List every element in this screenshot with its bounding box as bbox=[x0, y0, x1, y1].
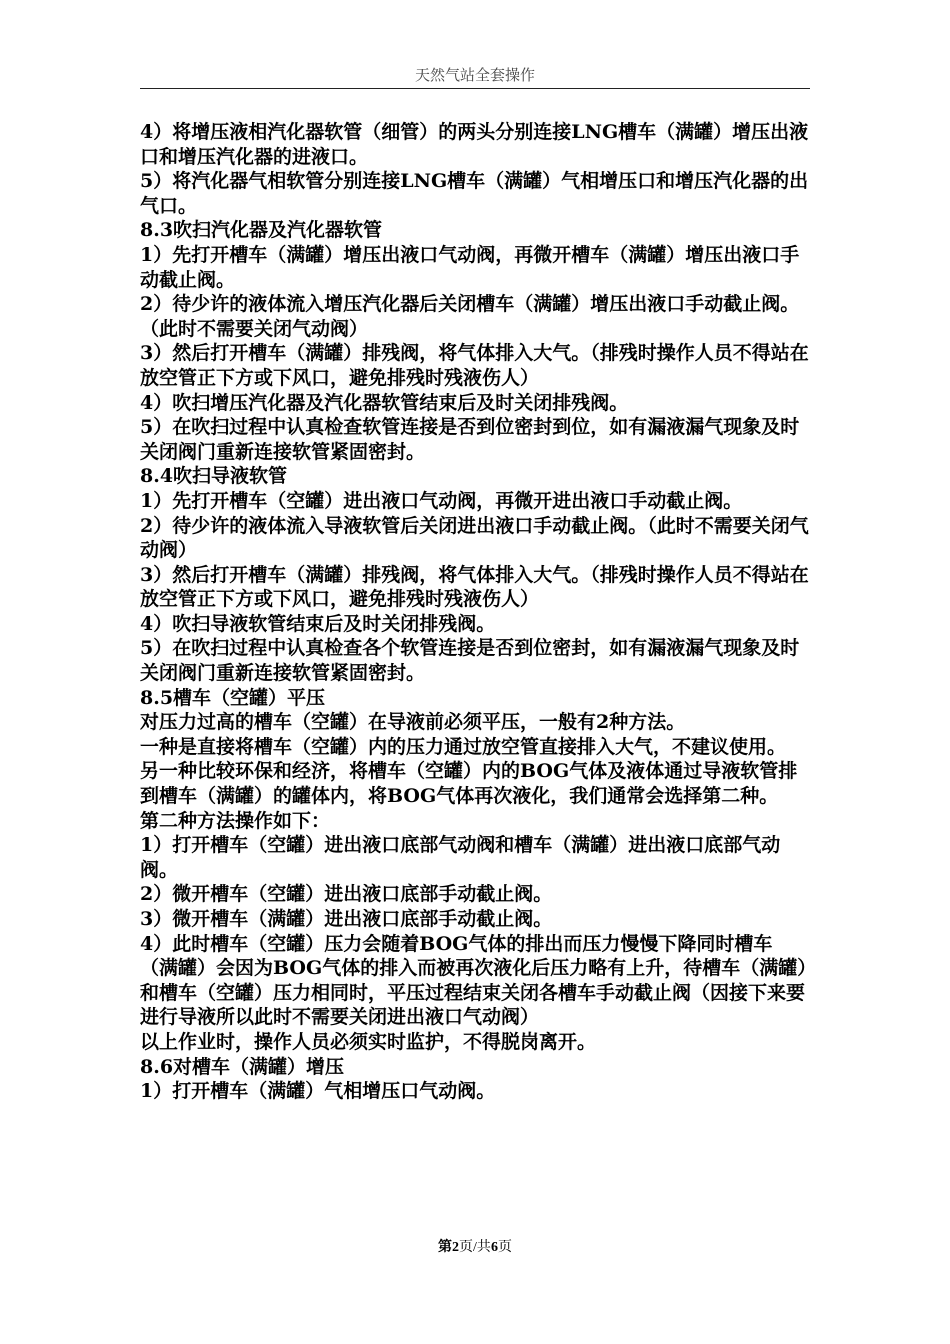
document-body bbox=[140, 120, 810, 1104]
paragraph: 3）然后打开槽车（满罐）排残阀，将气体排入大气。（排残时操作人员不得站在放空管正下方或下风口，避免排残时残液伤人） bbox=[140, 563, 809, 611]
paragraph: 4）吹扫增压汽化器及汽化器软管结束后及时关闭排残阀。 bbox=[140, 391, 629, 414]
paragraph: 另一种比较环保和经济，将槽车（空罐）内的BOG气体及液体通过导液软管排到槽车（满罐）的罐体内，将BOG气体再次液化，我们通常会选择第二种。 bbox=[140, 760, 798, 808]
section-heading: 8.4吹扫导液软管 bbox=[140, 465, 288, 488]
paragraph: 1）打开槽车（满罐）气相增压口气动阀。 bbox=[140, 1080, 496, 1103]
paragraph: 4）吹扫导液软管结束后及时关闭排残阀。 bbox=[140, 612, 496, 635]
page-footer bbox=[0, 1236, 950, 1256]
footer-middle: 页/共 bbox=[459, 1240, 491, 1255]
paragraph: 5）在吹扫过程中认真检查各个软管连接是否到位密封，如有漏液漏气现象及时关闭阀门重新连接软管紧固密封。 bbox=[140, 637, 800, 685]
page-header-title: 天然气站全套操作 bbox=[414, 66, 535, 84]
paragraph: 一种是直接将槽车（空罐）内的压力通过放空管直接排入大气，不建议使用。 bbox=[140, 735, 787, 758]
footer-page-number: 2 bbox=[452, 1240, 460, 1255]
paragraph: 5）在吹扫过程中认真检查软管连接是否到位密封到位，如有漏液漏气现象及时关闭阀门重新连接软管紧固密封。 bbox=[140, 416, 800, 463]
paragraph: 1）先打开槽车（满罐）增压出液口气动阀，再微开槽车（满罐）增压出液口手动截止阀。 bbox=[140, 243, 800, 291]
paragraph: 3）然后打开槽车（满罐）排残阀，将气体排入大气。（排残时操作人员不得站在放空管正下方或下风口，避免排残时残液伤人） bbox=[140, 342, 809, 389]
paragraph: 1）先打开槽车（空罐）进出液口气动阀，再微开进出液口手动截止阀。 bbox=[140, 489, 743, 512]
paragraph: 4）此时槽车（空罐）压力会随着BOG气体的排出而压力慢慢下降同时槽车（满罐）会因为BOG气体的排入而被再次液化后压力略有上升，待槽车（满罐）和槽车（空罐）压力相同时，平压过程结束关闭各槽车手动截止阀（因接下来要进行导液所以此时不需要关闭进出液口气动阀） bbox=[140, 932, 807, 1029]
paragraph: 第二种方法操作如下： bbox=[140, 809, 331, 832]
footer-prefix: 第 bbox=[438, 1240, 453, 1255]
paragraph: 5）将汽化器气相软管分别连接LNG槽车（满罐）气相增压口和增压汽化器的出气口。 bbox=[140, 170, 809, 217]
paragraph: 4）将增压液相汽化器软管（细管）的两头分别连接LNG槽车（满罐）增压出液口和增压汽化器的进液口。 bbox=[140, 121, 809, 168]
paragraph: 2）微开槽车（空罐）进出液口底部手动截止阀。 bbox=[140, 883, 553, 906]
paragraph: 2）待少许的液体流入增压汽化器后关闭槽车（满罐）增压出液口手动截止阀。（此时不需要关闭气动阀） bbox=[140, 293, 800, 340]
header-divider bbox=[140, 88, 810, 89]
paragraph: 3）微开槽车（满罐）进出液口底部手动截止阀。 bbox=[140, 908, 553, 930]
paragraph: 对压力过高的槽车（空罐）在导液前必须平压，一般有2种方法。 bbox=[140, 711, 686, 734]
paragraph: 1）打开槽车（空罐）进出液口底部气动阀和槽车（满罐）进出液口底部气动阀。 bbox=[140, 834, 781, 881]
footer-suffix: 页 bbox=[497, 1240, 512, 1255]
section-heading: 8.3吹扫汽化器及汽化器软管 bbox=[140, 219, 383, 242]
section-heading: 8.6对槽车（满罐）增压 bbox=[140, 1055, 345, 1078]
section-heading: 8.5槽车（空罐）平压 bbox=[140, 686, 326, 709]
paragraph: 2）待少许的液体流入导液软管后关闭进出液口手动截止阀。（此时不需要关闭气动阀） bbox=[140, 514, 809, 562]
paragraph: 以上作业时，操作人员必须实时监护，不得脱岗离开。 bbox=[140, 1030, 597, 1053]
footer-total-pages: 6 bbox=[490, 1240, 498, 1255]
